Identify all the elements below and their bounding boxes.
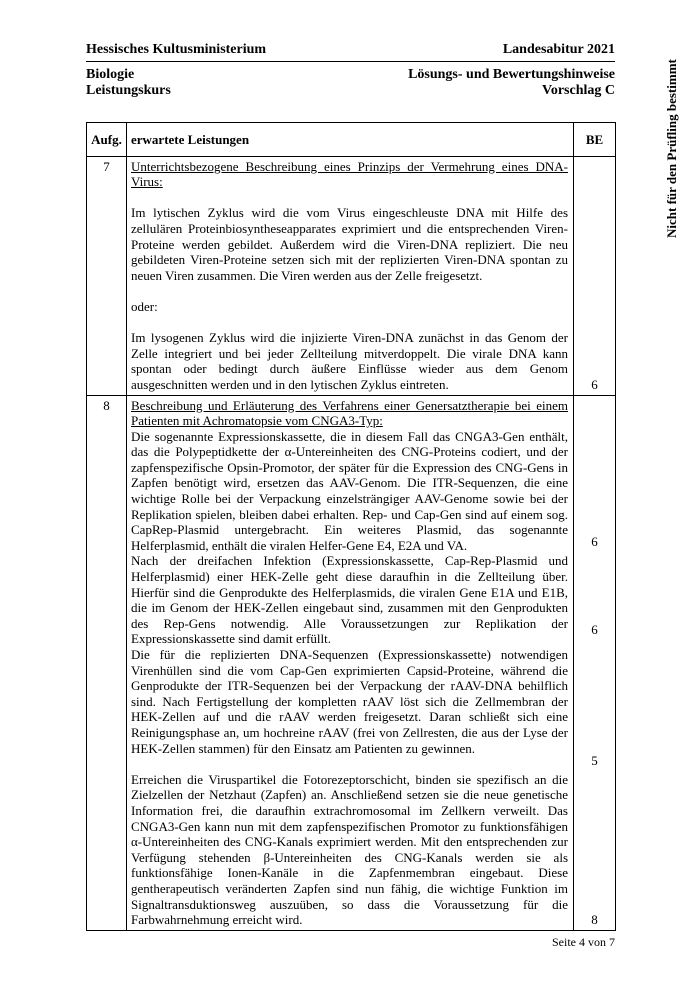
document-type: Lösungs- und Bewertungshinweise <box>408 67 615 82</box>
task-content <box>127 395 574 930</box>
paragraph: Im lytischen Zyklus wird die vom Virus eingeschleuste DNA mit Hilfe des zellulären Proteinbiosyntheseapparates exprimiert und die entsprechenden Viren-Proteine werden gebildet. Außerdem wird die Viren-DNA repliziert. Die neu gebildeten Viren-Proteine setzen sich mit der replizierten Viren-DNA spontan zu neuen Viren zusammen. Die Viren werden aus der Zelle freigesetzt. <box>131 205 568 283</box>
header-row-1 <box>86 42 615 58</box>
exam-title: Landesabitur 2021 <box>502 42 615 57</box>
points-value: 6 <box>591 533 598 549</box>
paragraph: Die sogenannte Expressionskassette, die in diesem Fall das CNGA3-Gen enthält, das die Polypeptidkette der α-Untereinheiten des CNG-Proteins codiert, und der zapfenspezifische Opsin-Promotor, der später für die Expression des CNG-Gens in Zapfen benötigt wird, ersetzen das AAV-Genom. Die ITR-Sequenzen, die eine wichtige Rolle bei der Verpackung einzelsträngiger AAV-Genome sowie bei der Replikation spielen, bleiben dabei erhalten. Rep- und Cap-Gen sind auf einem sog. CapRep-Plasmid untergebracht. Ein weiteres Plasmid, das sogenannte Helferplasmid, enthält die viralen Helfer-Gene E4, E2A und VA. <box>131 428 568 553</box>
task-points-column <box>574 395 616 930</box>
task-title: Beschreibung und Erläuterung des Verfahrens einer Genersatztherapie bei einem Patienten mit Achromatopsie vom CNGA3-Typ: <box>131 397 568 429</box>
proposal-label: Vorschlag C <box>542 83 615 98</box>
ministry-name: Hessisches Kultusministerium <box>86 42 267 57</box>
header-divider <box>86 61 615 62</box>
task-number: 8 <box>87 395 127 930</box>
task-number: 7 <box>87 156 127 395</box>
table-header-row <box>87 123 616 157</box>
points-value: 5 <box>591 752 598 768</box>
points-value: 8 <box>591 912 598 928</box>
points-value: 6 <box>591 621 598 637</box>
table-row <box>87 156 616 395</box>
paragraph: Erreichen die Viruspartikel die Fotorezeptorschicht, binden sie spezifisch an die Zielzellen der Netzhaut (Zapfen) an. Anschließend setzen sie die neue genetische Information frei, die daraufhin extrachromosomal im Zellkern verweilt. Das CNGA3-Gen kann nun mit dem zapfenspezifischen Promotor zu funktionsfähigen α-Untereinheiten des CNG-Kanals exprimiert werden. Mit den entsprechenden zur Verfügung stehenden β-Untereinheiten des CNG-Kanals werden sie als funktionsfähige Ionen-Kanäle in die Zapfenmembran eingebaut. Diese gentherapeutisch veränderten Zapfen sind nun fähig, die wichtige Funktion im Signaltransduktionsweg auszuüben, so dass die Voraussetzung für die Farbwahrnehmung erreicht wird. <box>131 771 568 928</box>
solution-table <box>86 122 616 931</box>
or-separator: oder: <box>131 298 158 314</box>
side-note-text: Nicht für den Prüfling bestimmt <box>664 59 679 238</box>
subject: Biologie <box>86 67 135 82</box>
header-task: Aufg. <box>87 123 127 157</box>
page-number: Seite 4 von 7 <box>552 935 615 949</box>
header-row-2 <box>86 67 615 83</box>
paragraph: Im lysogenen Zyklus wird die injizierte Viren-DNA zunächst in das Genom der Zelle integriert und bei jeder Zellteilung mitverdoppelt. Die virale DNA kann spontan oder bedingt durch äußere Einflüsse wieder aus dem Genom ausgeschnitten werden und in den lytischen Zyklus eintreten. <box>131 330 568 392</box>
paragraph: Nach der dreifachen Infektion (Expressionskassette, Cap-Rep-Plasmid und Helferplasmid) einer HEK-Zelle geht diese daraufhin in die Zellteilung über. Hierfür sind die Genprodukte des Helferplasmids, die viralen Gene E1A und E1B, die im Genom der HEK-Zellen eingebaut sind, zusammen mit den Genprodukten des Rep-Gens notwendig. Alle Voraussetzungen zur Replikation der Expressionskassette sind damit erfüllt. <box>131 553 568 647</box>
side-note <box>662 42 682 242</box>
header-expected: erwartete Leistungen <box>127 123 574 157</box>
task-points: 6 <box>574 156 616 395</box>
course-level: Leistungskurs <box>86 83 171 98</box>
header-row-3 <box>86 83 615 99</box>
table-row <box>87 395 616 930</box>
header-points: BE <box>574 123 616 157</box>
paragraph: Die für die replizierten DNA-Sequenzen (Expressionskassette) notwendigen Virenhüllen sind die vom Cap-Gen exprimierten Capsid-Proteine, während die Genprodukte der ITR-Sequenzen bei der Verpackung der rAAV-DNA behilflich sind. Nach Fertigstellung der kompletten rAAV löst sich die Zellmembran der HEK-Zellen auf und die rAAV werden freigesetzt. Daran schließt sich eine Reinigungsphase an, um hochreine rAAV (frei von Zellresten, die aus der Lyse der HEK-Zellen stammen) für den Einsatz am Patienten zu gewinnen. <box>131 647 568 756</box>
task-content <box>127 156 574 395</box>
task-title: Unterrichtsbezogene Beschreibung eines Prinzips der Vermehrung eines DNA-Virus: <box>131 158 568 190</box>
